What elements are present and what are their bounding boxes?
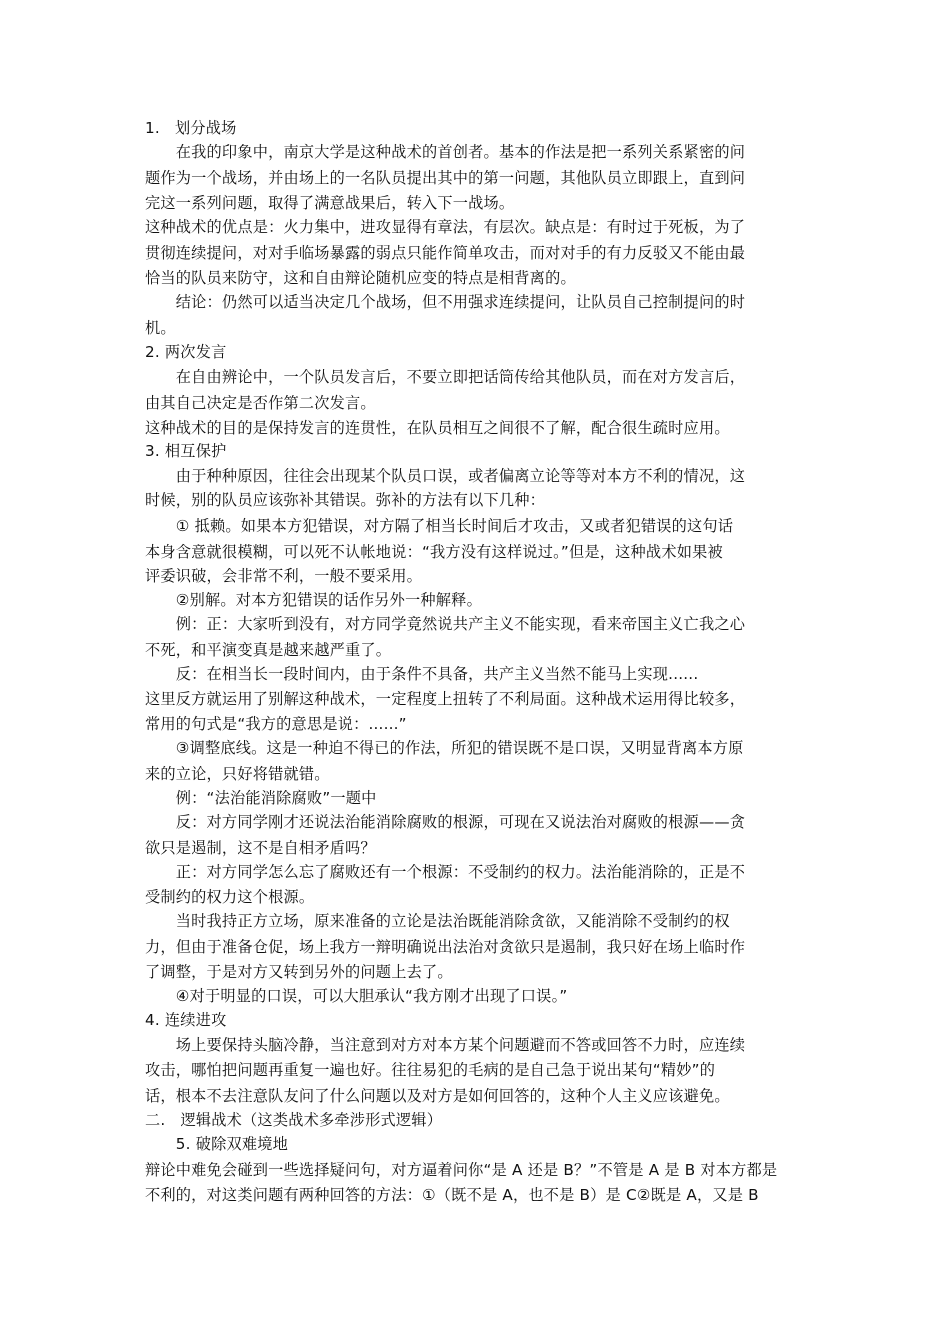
paragraph-line: 攻击，哪怕把问题再重复一遍也好。往往易犯的毛病的是自己急于说出某句“精妙”的	[145, 1061, 716, 1079]
paragraph-line: 辩论中难免会碰到一些选择疑问句，对方逼着问你“是 A 还是 B？”不管是 A 是 B 对本方都是	[145, 1161, 778, 1179]
paragraph-line: 欲只是遏制，这不是自相矛盾吗？	[145, 839, 376, 857]
section-heading-3: 3. 相互保护	[145, 442, 227, 460]
paragraph-line: 结论：仍然可以适当决定几个战场，但不用强求连续提问，让队员自己控制提问的时	[145, 293, 746, 311]
paragraph-line: 当时我持正方立场，原来准备的立论是法治既能消除贪欲，又能消除不受制约的权	[145, 912, 730, 930]
paragraph-line: 来的立论，只好将错就错。	[145, 765, 330, 783]
paragraph-line: 完这一系列问题，取得了满意战果后，转入下一战场。	[145, 194, 515, 212]
section-heading-2: 2. 两次发言	[145, 343, 227, 361]
paragraph-line: 本身含意就很模糊，可以死不认帐地说：“我方没有这样说过。”但是，这种战术如果被	[145, 543, 723, 561]
paragraph-line: ④对于明显的口误，可以大胆承认“我方刚才出现了口误。”	[145, 987, 568, 1005]
paragraph-line: 时候，别的队员应该弥补其错误。弥补的方法有以下几种：	[145, 491, 546, 509]
section-heading-4: 4. 连续进攻	[145, 1011, 227, 1029]
paragraph-line: 这里反方就运用了别解这种战术，一定程度上扭转了不利局面。这种战术运用得比较多，	[145, 690, 746, 708]
paragraph-line: 受制约的权力这个根源。	[145, 888, 315, 906]
paragraph-line: 反：在相当长一段时间内，由于条件不具备，共产主义当然不能马上实现......	[145, 665, 699, 683]
paragraph-line: 话，根本不去注意队友问了什么问题以及对方是如何回答的，这种个人主义应该避免。	[145, 1087, 730, 1105]
paragraph-line: 正：对方同学怎么忘了腐败还有一个根源：不受制约的权力。法治能消除的，正是不	[145, 863, 746, 881]
paragraph-line: 了调整，于是对方又转到另外的问题上去了。	[145, 963, 453, 981]
paragraph-line: 由其自己决定是否作第二次发言。	[145, 394, 376, 412]
paragraph-line: 在自由辨论中，一个队员发言后，不要立即把话筒传给其他队员，而在对方发言后，	[145, 368, 746, 386]
paragraph-line: 力，但由于准备仓促，场上我方一辩明确说出法治对贪欲只是遏制，我只好在场上临时作	[145, 938, 746, 956]
paragraph-line: 这种战术的优点是：火力集中，进攻显得有章法，有层次。缺点是：有时过于死板，为了	[145, 218, 746, 236]
paragraph-line: ②别解。对本方犯错误的话作另外一种解释。	[145, 591, 482, 609]
paragraph-line: 场上要保持头脑冷静，当注意到对方对本方某个问题避而不答或回答不力时，应连续	[145, 1036, 746, 1054]
chapter-heading: 二. 逻辑战术（这类战术多牵涉形式逻辑）	[145, 1111, 443, 1129]
paragraph-line: 由于种种原因，往往会出现某个队员口误，或者偏离立论等等对本方不利的情况，这	[145, 467, 746, 485]
section-heading-1: 1. 划分战场	[145, 119, 237, 137]
paragraph-line: 反：对方同学刚才还说法治能消除腐败的根源，可现在又说法治对腐败的根源——贪	[145, 813, 746, 831]
paragraph-line: 在我的印象中，南京大学是这种战术的首创者。基本的作法是把一系列关系紧密的问	[145, 143, 746, 161]
paragraph-line: 贯彻连续提问，对对手临场暴露的弱点只能作简单攻击，而对对手的有力反驳又不能由最	[145, 244, 746, 262]
paragraph-line: 例：“法治能消除腐败”一题中	[145, 789, 377, 807]
paragraph-line: 恰当的队员来防守，这和自由辩论随机应变的特点是相背离的。	[145, 269, 576, 287]
paragraph-line: 常用的句式是“我方的意思是说：......”	[145, 715, 407, 733]
paragraph-line: ③调整底线。这是一种迫不得已的作法，所犯的错误既不是口误，又明显背离本方原	[145, 739, 744, 757]
paragraph-line: 机。	[145, 319, 176, 337]
paragraph-line: 评委识破，会非常不利，一般不要采用。	[145, 567, 422, 585]
section-heading-5: 5. 破除双难境地	[145, 1135, 289, 1153]
paragraph-line: 题作为一个战场，并由场上的一名队员提出其中的第一问题，其他队员立即跟上，直到问	[145, 169, 746, 187]
paragraph-line: 例：正：大家听到没有，对方同学竟然说共产主义不能实现，看来帝国主义亡我之心	[145, 615, 746, 633]
paragraph-line: 这种战术的目的是保持发言的连贯性，在队员相互之间很不了解，配合很生疏时应用。	[145, 419, 730, 437]
paragraph-line: 不利的，对这类问题有两种回答的方法：①（既不是 A，也不是 B）是 C②既是 A，又是 B	[145, 1186, 759, 1204]
paragraph-line: 不死，和平演变真是越来越严重了。	[145, 641, 392, 659]
paragraph-line: ① 抵赖。如果本方犯错误，对方隔了相当长时间后才攻击，又或者犯错误的这句话	[145, 517, 734, 535]
